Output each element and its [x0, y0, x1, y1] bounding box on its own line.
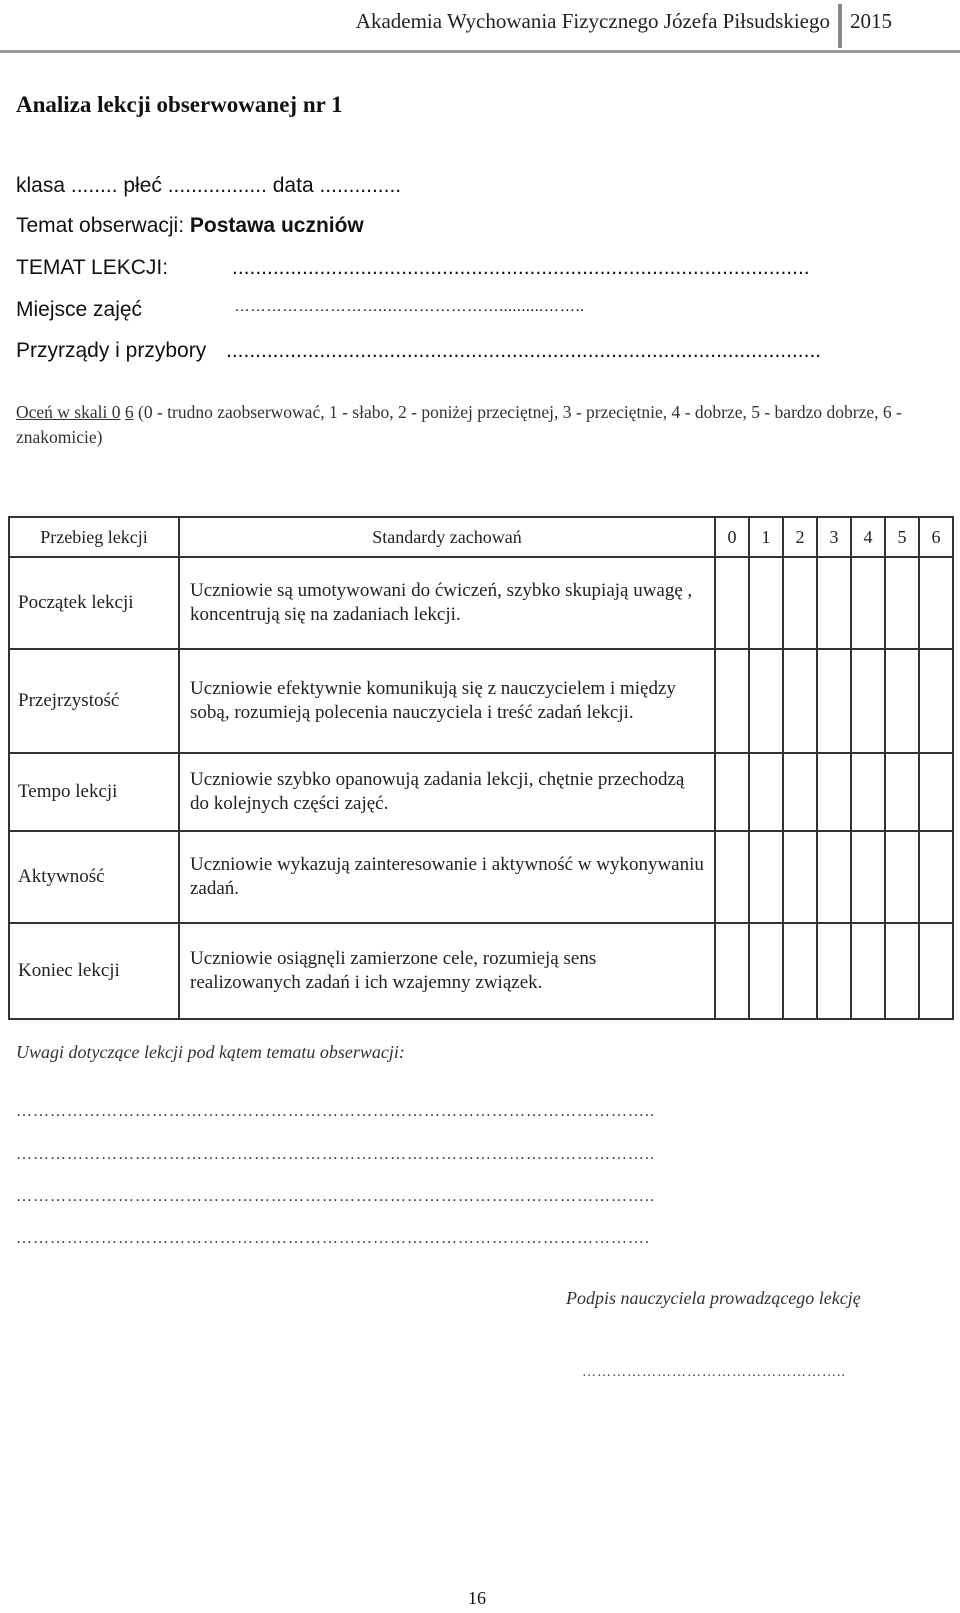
phase-cell: Przejrzystość — [9, 649, 179, 753]
header-score-0: 0 — [715, 517, 749, 557]
header-score-2: 2 — [783, 517, 817, 557]
score-cell[interactable] — [851, 649, 885, 753]
phase-cell: Tempo lekcji — [9, 753, 179, 831]
table-row — [9, 831, 953, 923]
signature-line[interactable]: …………………………………………….. — [582, 1365, 846, 1380]
score-cell[interactable] — [919, 923, 953, 1019]
score-cell[interactable] — [885, 923, 919, 1019]
phase-cell: Początek lekcji — [9, 557, 179, 649]
scale-range-end: 6 — [124, 402, 134, 422]
header-phase: Przebieg lekcji — [9, 517, 179, 557]
standard-cell: Uczniowie szybko opanowują zadania lekcji, chętnie przechodzą do kolejnych części zajęć. — [179, 753, 715, 831]
score-cell[interactable] — [919, 753, 953, 831]
equipment-dots: ...................................................................................................... — [226, 339, 822, 362]
remark-line-4[interactable]: …………………………………………………………………………………………………. — [16, 1230, 650, 1247]
score-cell[interactable] — [851, 923, 885, 1019]
score-cell[interactable] — [919, 557, 953, 649]
score-cell[interactable] — [817, 831, 851, 923]
table-row — [9, 753, 953, 831]
lesson-topic-label: TEMAT LEKCJI: — [16, 256, 169, 279]
header-institution: Akademia Wychowania Fizycznego Józefa Piłsudskiego — [355, 9, 830, 33]
table-row — [9, 649, 953, 753]
score-cell[interactable] — [885, 557, 919, 649]
phase-cell: Koniec lekcji — [9, 923, 179, 1019]
phase-cell: Aktywność — [9, 831, 179, 923]
header-rule — [0, 50, 960, 53]
score-cell[interactable] — [749, 753, 783, 831]
standard-cell: Uczniowie są umotywowani do ćwiczeń, szybko skupiają uwagę , koncentrują się na zadaniach lekcji. — [179, 557, 715, 649]
score-cell[interactable] — [885, 831, 919, 923]
class-gender-date-line: klasa ........ płeć ................. data .............. — [16, 174, 402, 197]
score-cell[interactable] — [749, 923, 783, 1019]
table-row — [9, 557, 953, 649]
score-cell[interactable] — [817, 557, 851, 649]
scale-prefix: Oceń w skali 0 — [16, 402, 121, 422]
scale-description: (0 - trudno zaobserwować, 1 - słabo, 2 - poniżej przeciętnej, 3 - przeciętnie, 4 - dobrze, 5 - bardzo dobrze, 6 - znakomicie) — [16, 402, 902, 447]
score-cell[interactable] — [715, 753, 749, 831]
standard-cell: Uczniowie efektywnie komunikują się z nauczycielem i między sobą, rozumieją polecenia nauczyciela i treść zadań lekcji. — [179, 649, 715, 753]
score-cell[interactable] — [749, 831, 783, 923]
observation-topic — [16, 214, 364, 238]
score-cell[interactable] — [851, 753, 885, 831]
lesson-topic-dots: ................................................................................................... — [232, 256, 810, 279]
score-cell[interactable] — [817, 923, 851, 1019]
header-score-3: 3 — [817, 517, 851, 557]
page-header — [0, 0, 960, 52]
score-cell[interactable] — [817, 753, 851, 831]
score-cell[interactable] — [715, 831, 749, 923]
place-dots: ………………………..…………………..........…….. — [234, 298, 585, 315]
score-cell[interactable] — [783, 831, 817, 923]
score-cell[interactable] — [885, 753, 919, 831]
table-row — [9, 923, 953, 1019]
standard-cell: Uczniowie wykazują zainteresowanie i aktywność w wykonywaniu zadań. — [179, 831, 715, 923]
header-score-6: 6 — [919, 517, 953, 557]
page-number: 16 — [468, 1588, 486, 1608]
score-cell[interactable] — [783, 923, 817, 1019]
remark-line-2[interactable]: ………………………………………………………………………………………………….. — [16, 1146, 655, 1163]
score-cell[interactable] — [919, 831, 953, 923]
header-score-1: 1 — [749, 517, 783, 557]
score-cell[interactable] — [715, 923, 749, 1019]
score-cell[interactable] — [749, 557, 783, 649]
table-header-row — [9, 517, 953, 557]
score-cell[interactable] — [851, 557, 885, 649]
standard-cell: Uczniowie osiągnęli zamierzone cele, rozumieją sens realizowanych zadań i ich wzajemny związek. — [179, 923, 715, 1019]
score-cell[interactable] — [817, 649, 851, 753]
header-standards: Standardy zachowań — [179, 517, 715, 557]
remarks-label: Uwagi dotyczące lekcji pod kątem tematu obserwacji: — [16, 1042, 405, 1062]
score-cell[interactable] — [783, 557, 817, 649]
observation-table — [8, 516, 954, 1020]
header-score-4: 4 — [851, 517, 885, 557]
remark-line-3[interactable]: ………………………………………………………………………………………………….. — [16, 1188, 655, 1205]
document-title: Analiza lekcji obserwowanej nr 1 — [16, 92, 343, 117]
signature-label: Podpis nauczyciela prowadzącego lekcję — [566, 1288, 861, 1308]
remark-line-1[interactable]: ………………………………………………………………………………………………….. — [16, 1103, 655, 1120]
topic-label: Temat obserwacji: — [16, 214, 190, 237]
score-cell[interactable] — [885, 649, 919, 753]
score-cell[interactable] — [851, 831, 885, 923]
score-cell[interactable] — [783, 753, 817, 831]
score-cell[interactable] — [715, 557, 749, 649]
score-cell[interactable] — [783, 649, 817, 753]
header-score-5: 5 — [885, 517, 919, 557]
place-label: Miejsce zajęć — [16, 298, 143, 321]
score-cell[interactable] — [715, 649, 749, 753]
topic-value: Postawa uczniów — [189, 214, 364, 237]
header-year: 2015 — [850, 9, 892, 33]
equipment-label: Przyrządy i przybory — [16, 339, 207, 362]
rating-scale-instructions — [16, 400, 946, 450]
score-cell[interactable] — [919, 649, 953, 753]
score-cell[interactable] — [749, 649, 783, 753]
header-divider — [838, 4, 842, 48]
